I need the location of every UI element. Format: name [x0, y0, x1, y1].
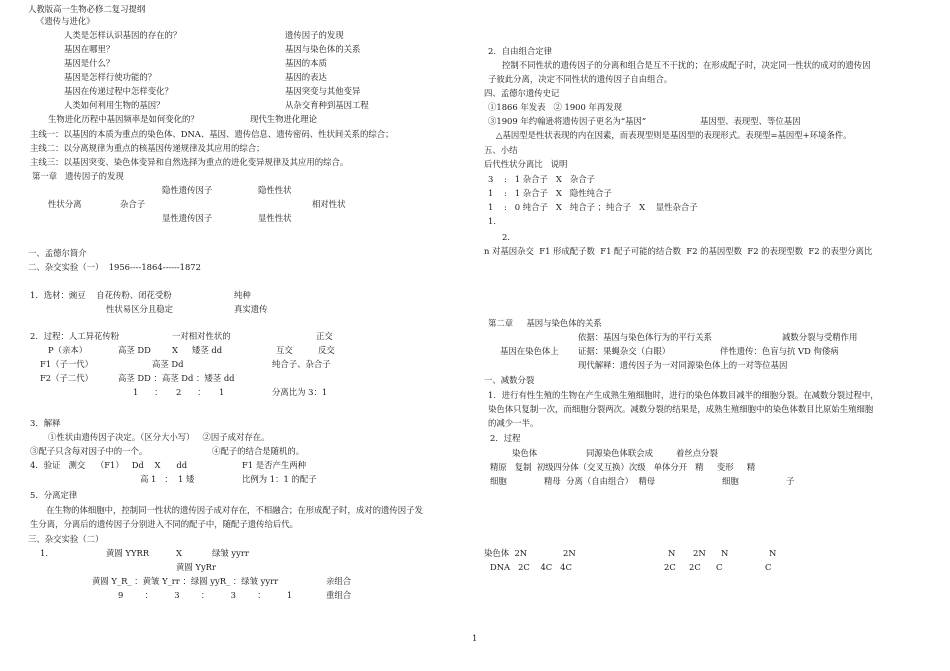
section-heading: 一、减数分裂	[484, 375, 535, 385]
summary-row: 1 : 1 杂合子 X 隐性纯合子	[488, 188, 612, 198]
chromosome-value: 2N	[563, 548, 576, 558]
history-line: ①1866 年发表 ② 1900 年再发现	[488, 102, 622, 112]
concept-term: 显性性状	[258, 213, 292, 223]
section-heading: 2．自由组合定律	[488, 46, 552, 56]
verify-ratio: 高 1 ： 1 矮	[140, 474, 195, 484]
chapter-2-heading: 第二章 基因与染色体的关系	[488, 318, 602, 328]
outline-chapter: 基因突变与其他变异	[285, 86, 361, 96]
material-term: 纯种	[234, 290, 251, 300]
explain-line: ③配子只含每对因子中的一个。	[30, 446, 148, 456]
cross-ratio: 1 ： 2 ： 1	[133, 387, 225, 397]
cross-symbol: X	[172, 345, 178, 355]
section-heading: 四、孟德尔遗传史记	[484, 88, 560, 98]
dna-row: DNA 2C 4C 4C	[490, 562, 572, 572]
law-heading: 5．分离定律	[30, 490, 78, 500]
process-label: 染色体	[512, 448, 538, 458]
law-text: 生分离，分离后的遗传因子分别进入不同的配子中，随配子遗传给后代。	[30, 519, 298, 529]
chromosome-value: N	[721, 548, 729, 558]
material-line: 1．选材：豌豆 自花传粉、闭花受粉	[30, 290, 172, 300]
law-text: 子彼此分离，决定不同性状的遗传因子自由组合。	[488, 74, 673, 84]
summary-table-header: n 对基因杂交 F1 形成配子数 F1 配子可能的结合数 F2 的基因型数 F2 的表现型数 F2 的表型分离比	[484, 246, 873, 256]
relation-note: 伴性遗传：色盲与抗 VD 佝偻病	[720, 346, 839, 356]
material-term: 真实遗传	[234, 304, 268, 314]
outline-question: 基因在传递过程中怎样变化？	[64, 86, 173, 96]
cross-genotype: 高茎 DD ：高茎 Dd ：矮茎 dd	[118, 373, 235, 383]
concept-term: 性状分离	[48, 199, 82, 209]
cross-genotype: 高茎 DD	[118, 345, 151, 355]
process-note: 纯合子、杂合子	[272, 359, 331, 369]
outline-chapter: 基因与染色体的关系	[285, 44, 361, 54]
material-term: 性状易区分且稳定	[106, 304, 173, 314]
process-note: 互交	[276, 345, 293, 355]
outline-question: 基因在哪里？	[64, 44, 115, 54]
dna-value: 2C	[689, 562, 701, 572]
outline-question: 生物进化历程中基因频率是如何变化的？	[48, 114, 199, 124]
verify-line: 4．验证 测交 （F1） Dd X dd	[30, 460, 188, 470]
concept-term: 隐性性状	[258, 185, 292, 195]
cross-ratio-note: 分离比为 3：1	[272, 387, 328, 397]
cross2-note: 重组合	[326, 590, 352, 600]
process-flow: 精母 分离（自由组合） 精母	[544, 476, 656, 486]
concept-term: 相对性状	[312, 199, 346, 209]
meiosis-text: 染色体只复制一次，而细胞分裂两次。减数分裂的结果是，成熟生殖细胞中的染色体数目比原始生殖细胞	[488, 404, 874, 414]
section-heading: 一、孟德尔简介	[28, 248, 87, 258]
cross2-ratio: 9 ： 3 ： 3 ： 1	[118, 590, 293, 600]
cross-genotype: 高茎 Dd	[152, 359, 184, 369]
history-line: △基因型是性状表现的内在因素，而表现型则是基因型的表现形式。表现型=基因型+环境条件。	[496, 130, 852, 140]
meiosis-text: 1．进行有性生殖的生物在产生成熟生殖细胞时，进行的染色体数目减半的细胞分裂。在减数分裂过程中，	[488, 390, 879, 400]
cross2-symbol: X	[176, 548, 182, 558]
outline-chapter: 现代生物进化理论	[250, 114, 317, 124]
process-label: 同源染色体联会成	[586, 448, 653, 458]
cross2-genotype: 绿皱 yyrr	[212, 548, 249, 558]
chromosome-value: N	[769, 548, 777, 558]
relation-center: 基因在染色体上	[500, 346, 559, 356]
cross2-note: 亲组合	[326, 576, 352, 586]
process-note: 正交	[316, 331, 333, 341]
cross2-phenotypes: 黄圆 Y_R_ ：黄皱 Y_rr ：绿圆 yyR_ ：绿皱 yyrr	[92, 576, 279, 586]
section-heading: 三、杂交实验（二）	[28, 534, 104, 544]
history-line: ③1909 年约翰逊将遗传因子更名为“基因”	[488, 116, 647, 126]
explain-heading: 3．解释	[30, 418, 61, 428]
book-title: 《遗传与进化》	[36, 16, 95, 26]
page-number: 1	[472, 633, 478, 643]
process-label: 着丝点分裂	[676, 448, 718, 458]
process-heading: 2．过程：人工异花传粉	[30, 331, 120, 341]
process-flow: 子	[786, 476, 795, 486]
concept-term: 隐性遗传因子	[162, 185, 213, 195]
verify-note: F1 是否产生两种	[242, 460, 307, 470]
cross-genotype: 矮茎 dd	[192, 345, 223, 355]
outline-question: 人类如何利用生物的基因？	[64, 100, 165, 110]
cross2-genotype: 黄圆 YyRr	[176, 562, 216, 572]
process-heading: 2．过程	[490, 433, 521, 443]
explain-line: ①性状由遗传因子决定。（区分大小写） ②因子成对存在。	[48, 432, 270, 442]
dna-value: C	[765, 562, 772, 572]
outline-chapter: 遗传因子的发现	[285, 30, 344, 40]
meiosis-text: 的减少一半。	[488, 418, 539, 428]
summary-header: 后代性状分离比 说明	[484, 159, 568, 169]
main-line-2: 主线二：以分离规律为重点的核基因传递规律及其应用的综合；	[30, 143, 265, 153]
concept-term: 杂合子	[120, 199, 146, 209]
dna-value: C	[716, 562, 723, 572]
relation-line: 现代解释：遗传因子为一对同源染色体上的一对等位基因	[578, 360, 788, 370]
cross2-index: 1．	[40, 548, 54, 558]
chapter-1-heading: 第一章 遗传因子的发现	[32, 171, 124, 181]
chromosome-row: 染色体 2N	[484, 548, 528, 558]
relation-note: 减数分裂与受精作用	[782, 332, 858, 342]
outline-question: 基因是什么？	[64, 58, 115, 68]
process-note: 一对相对性状的	[172, 331, 231, 341]
law-text: 在生物的体细胞中，控制同一性状的遗传因子成对存在，不相融合；在形成配子时，成对的遗传因子发	[46, 505, 423, 515]
history-note: 基因型、表现型、等位基因	[700, 116, 801, 126]
doc-title: 人教版高一生物必修二复习提纲	[28, 4, 146, 14]
section-heading: 五、小结	[484, 145, 518, 155]
cross-generation: P（亲本）	[48, 345, 88, 355]
law-text: 控制不同性状的遗传因子的分离和组合是互不干扰的；在形成配子时，决定同一性状的成对的遗传因	[502, 60, 871, 70]
outline-chapter: 基因的本质	[285, 58, 327, 68]
summary-row: 1 : 0 纯合子 X 纯合子 ；纯合子 X 显性杂合子	[488, 202, 698, 212]
chromosome-value: 2N	[693, 548, 706, 558]
process-flow: 细胞	[722, 476, 739, 486]
summary-index: 2．	[502, 232, 516, 242]
summary-row: 3 : 1 杂合子 X 杂合子	[488, 174, 595, 184]
concept-term: 显性遗传因子	[162, 213, 213, 223]
dna-value: 2C	[664, 562, 676, 572]
outline-question: 人类是怎样认识基因的存在的？	[64, 30, 182, 40]
outline-chapter: 基因的表达	[285, 72, 327, 82]
cross-generation: F1（子一代）	[40, 359, 94, 369]
explain-line: ④配子的结合是随机的。	[212, 446, 305, 456]
process-flow: 精原 复制 初级四分体（交叉互换）次级 单体分开 精 变形 精	[490, 462, 756, 472]
relation-line: 证据：果蝇杂交（白眼）	[578, 346, 671, 356]
outline-chapter: 从杂交育种到基因工程	[285, 100, 369, 110]
process-note: 反交	[318, 345, 335, 355]
process-flow: 细胞	[490, 476, 507, 486]
main-line-3: 主线三：以基因突变、染色体变异和自然选择为重点的进化变异规律及其应用的综合。	[30, 157, 349, 167]
outline-question: 基因是怎样行使功能的？	[64, 72, 157, 82]
verify-note: 比例为 1：1 的配子	[242, 474, 317, 484]
cross2-genotype: 黄圆 YYRR	[106, 548, 150, 558]
cross-generation: F2（子二代）	[40, 373, 94, 383]
summary-index: 1．	[488, 216, 502, 226]
relation-line: 依据：基因与染色体行为的平行关系	[578, 332, 712, 342]
section-heading: 二、杂交实验（一） 1956----1864------1872	[28, 262, 201, 272]
main-line-1: 主线一：以基因的本质为重点的染色体、DNA、基因、遗传信息、遗传密码、性状间关系的综合；	[30, 129, 394, 139]
chromosome-value: N	[668, 548, 676, 558]
